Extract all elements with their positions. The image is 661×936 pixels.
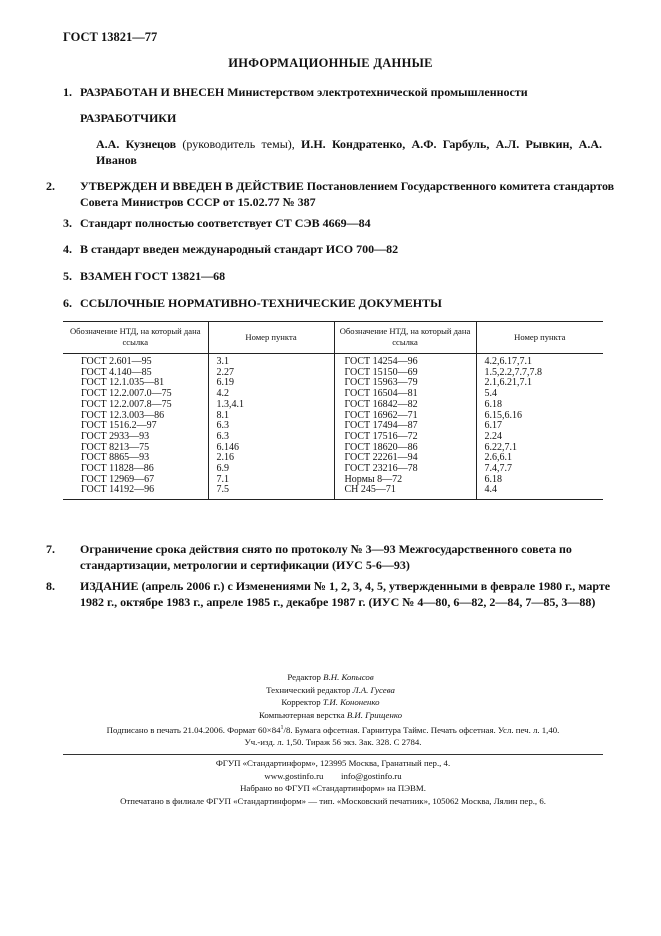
lead-developer: А.А. Кузнецов	[96, 137, 177, 151]
section-text: ИЗДАНИЕ (апрель 2006 г.) с Изменениями № 1, 2, 3, 4, 5, утвержденными в феврале 1980 г., марте 1982 г., октябре 1983 г., апреле 1985 г., декабре 1987 г. (ИУС № 4—80, 6—82, 2—84, 7—85, 3—88)	[80, 579, 611, 609]
clause-number-cell: 4.2,6.17,7.1	[476, 354, 603, 368]
doc-designation-cell: ГОСТ 17494—87	[334, 421, 476, 432]
table-header-row	[63, 322, 603, 354]
doc-designation-cell: ГОСТ 16842—82	[334, 400, 476, 411]
corrector-label: Корректор	[281, 697, 323, 707]
clause-number-cell: 5.4	[476, 389, 603, 400]
table-row	[63, 485, 603, 499]
doc-designation-cell: ГОСТ 12.3.003—86	[81, 409, 165, 421]
table-row	[63, 354, 603, 368]
clause-number-cell: 8.1	[208, 411, 334, 422]
doc-designation-cell: ГОСТ 15963—79	[334, 378, 476, 389]
doc-designation-cell: ГОСТ 8213—75	[81, 441, 150, 453]
tech-editor-line	[0, 684, 661, 697]
tech-editor-name: Л.А. Гусева	[352, 684, 395, 695]
corrector-line	[0, 696, 661, 709]
section-text: Стандарт полностью соответствует СТ СЭВ 4669—84	[80, 216, 371, 230]
editorial-credits	[0, 671, 661, 721]
doc-designation-cell: ГОСТ 8865—93	[81, 452, 150, 464]
section-number: 3.	[63, 216, 72, 230]
header-clause-right: Номер пункта	[476, 322, 603, 354]
doc-designation-cell: ГОСТ 14192—96	[63, 485, 208, 499]
doc-designation-cell: ГОСТ 12.1.035—81	[81, 377, 165, 389]
section-text: ВЗАМЕН ГОСТ 13821—68	[80, 269, 226, 283]
clause-number-cell: 2.6,6.1	[476, 453, 603, 464]
clause-number-cell: 6.146	[208, 443, 334, 454]
section-2	[46, 178, 620, 210]
doc-designation-cell: СН 245—71	[334, 485, 476, 499]
clause-number-cell: 6.17	[476, 421, 603, 432]
layout-name: В.И. Грищенко	[346, 709, 402, 720]
clause-number-cell: 4.2	[208, 389, 334, 400]
section-5	[63, 268, 603, 284]
section-number: 2.	[46, 179, 55, 193]
imprint-line-2: Уч.-изд. л. 1,50. Тираж 56 экз. Зак. 328. С 2784.	[244, 737, 422, 748]
doc-designation-cell: ГОСТ 17516—72	[334, 432, 476, 443]
doc-designation-cell: ГОСТ 11828—86	[81, 463, 154, 475]
clause-number-cell: 7.5	[208, 485, 334, 499]
doc-designation-cell: Нормы 8—72	[334, 475, 476, 486]
doc-designation-cell: ГОСТ 1516.2—97	[81, 420, 157, 432]
clause-number-cell: 6.3	[208, 421, 334, 432]
clause-number-cell: 6.18	[476, 475, 603, 486]
layout-label: Компьютерная верстка	[259, 709, 347, 720]
clause-number-cell: 1.3,4.1	[208, 400, 334, 411]
document-header: ГОСТ 13821—77	[63, 30, 158, 44]
clause-number-cell: 4.4	[476, 485, 603, 499]
layout-line	[0, 709, 661, 722]
section-6	[63, 295, 603, 311]
section-number: 6.	[63, 296, 72, 310]
doc-designation-cell: ГОСТ 22261—94	[334, 453, 476, 464]
developers-list	[96, 137, 602, 168]
header-clause-left: Номер пункта	[208, 322, 334, 354]
clause-number-cell: 7.4,7.7	[476, 464, 603, 475]
section-number: 8.	[46, 579, 55, 593]
clause-number-cell: 2.16	[208, 453, 334, 464]
doc-designation-cell: ГОСТ 23216—78	[334, 464, 476, 475]
section-3	[63, 215, 603, 231]
section-1	[63, 84, 603, 100]
publisher-web: www.gostinfo.ru info@gostinfo.ru	[264, 770, 402, 781]
section-number: 7.	[46, 542, 55, 556]
header-doc-right: Обозначение НТД, на который дана ссылка	[334, 322, 476, 354]
clause-number-cell: 6.22,7.1	[476, 443, 603, 454]
editor-line	[0, 671, 661, 684]
clause-number-cell: 6.9	[208, 464, 334, 475]
editor-label: Редактор	[287, 672, 324, 682]
section-number: 5.	[63, 269, 72, 283]
references-table	[63, 321, 603, 500]
table-row	[63, 400, 603, 411]
section-8	[46, 578, 620, 610]
publisher-address: ФГУП «Стандартинформ», 123995 Москва, Гранатный пер., 4.	[215, 758, 451, 768]
editor-name: В.Н. Копысов	[323, 672, 374, 682]
clause-number-cell: 2.24	[476, 432, 603, 443]
section-number: 4.	[63, 242, 72, 256]
doc-designation-cell: ГОСТ 12969—67	[81, 473, 155, 485]
section-text: В стандарт введен международный стандарт ИСО 700—82	[80, 242, 399, 256]
typeset-note: Набрано во ФГУП «Стандартинформ» на ПЭВМ.	[240, 783, 426, 793]
doc-designation-cell: ГОСТ 14254—96	[334, 354, 476, 368]
divider	[63, 754, 603, 755]
header-doc-left: Обозначение НТД, на который дана ссылка	[63, 322, 208, 354]
imprint-format: Подписано в печать 21.04.2006. Формат 60×84	[106, 724, 281, 735]
clause-number-cell: 6.15,6.16	[476, 411, 603, 422]
imprint-line-1	[63, 722, 603, 736]
format-numerator: 1	[280, 725, 284, 731]
section-text: Ограничение срока действия снято по протоколу № 3—93 Межгосударственного совета по стандартизации, метрологии и сертификации (ИУС 5-6—93)	[80, 542, 572, 572]
doc-designation-cell: ГОСТ 2.601—95	[81, 356, 152, 367]
clause-number-cell: 2.1,6.21,7.1	[476, 378, 603, 389]
corrector-name: Т.И. Кононенко	[322, 697, 380, 707]
publisher-info	[63, 757, 603, 807]
doc-designation-cell: ГОСТ 18620—86	[334, 443, 476, 454]
imprint	[63, 722, 603, 749]
section-text: РАЗРАБОТАН И ВНЕСЕН Министерством электротехнической промышленности	[80, 85, 528, 99]
doc-designation-cell: ГОСТ 16504—81	[334, 389, 476, 400]
clause-number-cell: 6.18	[476, 400, 603, 411]
clause-number-cell: 2.27	[208, 368, 334, 379]
section-text: ССЫЛОЧНЫЕ НОРМАТИВНО-ТЕХНИЧЕСКИЕ ДОКУМЕНТЫ	[80, 296, 442, 310]
doc-designation-cell: ГОСТ 12.2.007.8—75	[81, 398, 172, 410]
format-denominator: /8	[283, 724, 291, 735]
section-text: УТВЕРЖДЕН И ВВЕДЕН В ДЕЙСТВИЕ Постановлением Государственного комитета стандартов Совета Министров СССР от 15.02.77 № 387	[80, 179, 615, 209]
imprint-details: . Бумага офсетная. Гарнитура Таймс. Печать офсетная. Усл. печ. л. 1,40.	[290, 724, 560, 735]
tech-editor-label: Технический редактор	[266, 684, 353, 695]
clause-number-cell: 6.3	[208, 432, 334, 443]
doc-designation-cell: ГОСТ 15150—69	[334, 368, 476, 379]
clause-number-cell: 1.5,2.2,7.7,7.8	[476, 368, 603, 379]
other-developers: И.Н. Кондратенко, А.Ф. Гарбуль, А.Л. Рывкин, А.А. Иванов	[96, 137, 602, 167]
clause-number-cell: 6.19	[208, 378, 334, 389]
section-7	[46, 541, 620, 573]
clause-number-cell: 7.1	[208, 475, 334, 486]
printer-note: Отпечатано в филиале ФГУП «Стандартинформ» — тип. «Московский печатник», 105062 Москва, Лялин пер., 6.	[120, 795, 546, 806]
section-4	[63, 241, 603, 257]
page-title: ИНФОРМАЦИОННЫЕ ДАННЫЕ	[228, 56, 433, 70]
doc-designation-cell: ГОСТ 16962—71	[334, 411, 476, 422]
developers-heading: РАЗРАБОТЧИКИ	[80, 111, 177, 125]
doc-designation-cell: ГОСТ 12.2.007.0—75	[81, 388, 172, 400]
clause-number-cell: 3.1	[208, 354, 334, 368]
lead-role: (руководитель темы),	[176, 137, 302, 151]
section-number: 1.	[63, 85, 72, 99]
doc-designation-cell: ГОСТ 2933—93	[81, 430, 150, 442]
doc-designation-cell: ГОСТ 4.140—85	[81, 366, 152, 378]
